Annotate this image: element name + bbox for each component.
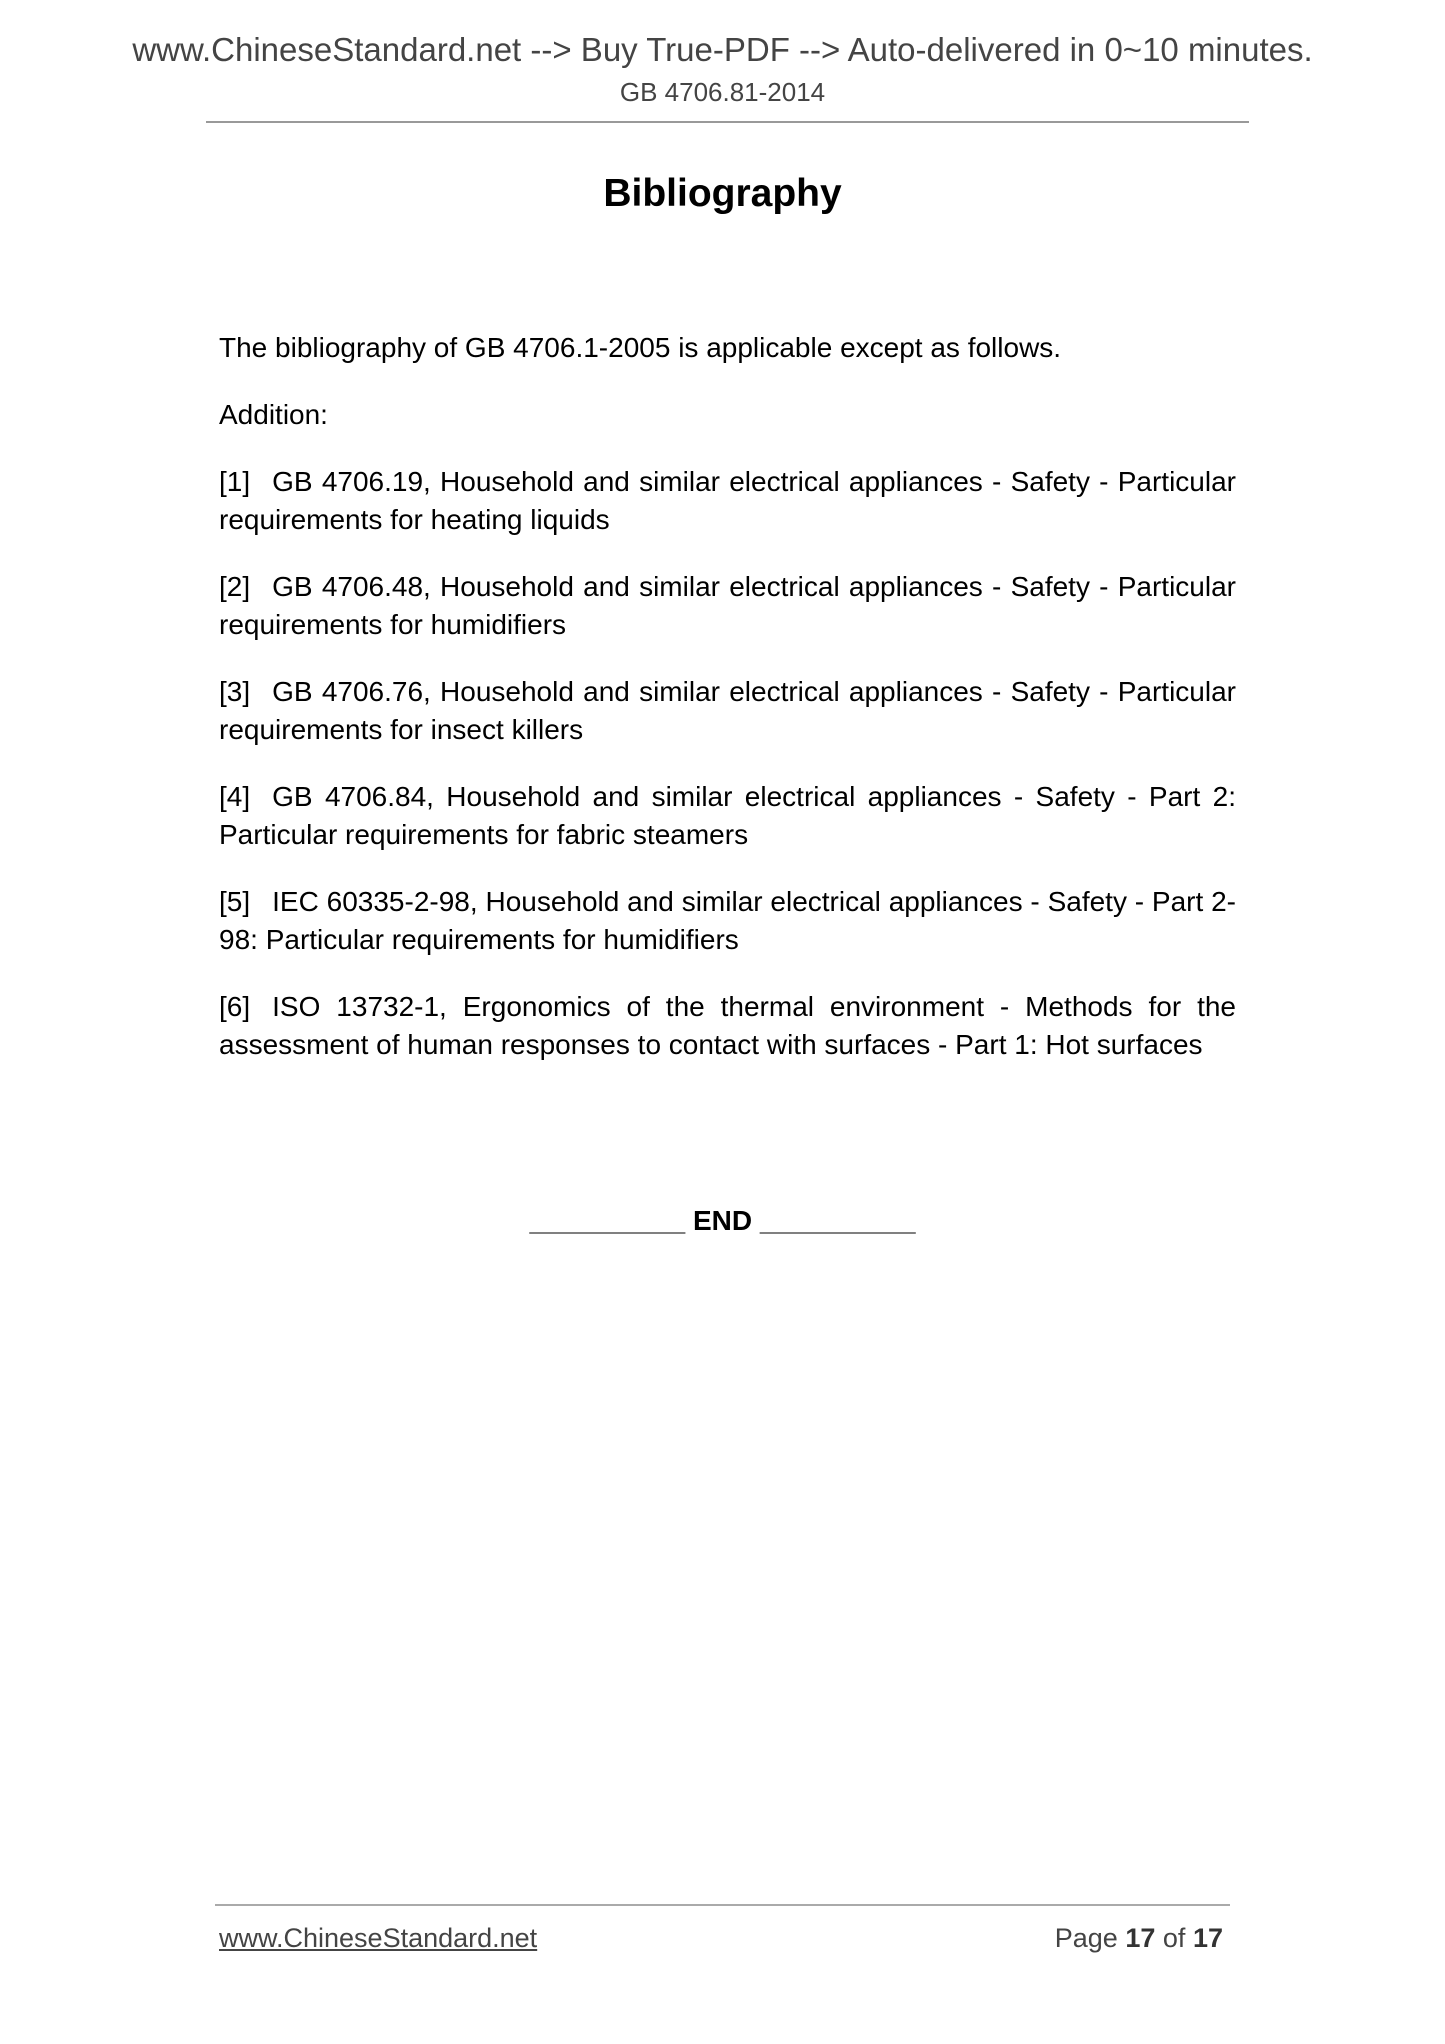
- footer-divider: [215, 1904, 1230, 1906]
- reference-item: [219, 988, 1236, 1064]
- reference-list: [219, 463, 1236, 1064]
- reference-text: IEC 60335-2-98, Household and similar electrical appliances - Safety - Part 2-98: Particular requirements for humidifiers: [219, 886, 1236, 955]
- reference-text: GB 4706.48, Household and similar electrical appliances - Safety - Particular requirements for humidifiers: [219, 571, 1236, 640]
- reference-text: GB 4706.76, Household and similar electrical appliances - Safety - Particular requirements for insect killers: [219, 676, 1236, 745]
- page-current: 17: [1125, 1923, 1156, 1953]
- reference-number: [3]: [219, 676, 251, 707]
- reference-number: [2]: [219, 571, 251, 602]
- reference-number: [6]: [219, 991, 251, 1022]
- page-label: Page: [1054, 1923, 1118, 1953]
- intro-paragraph: The bibliography of GB 4706.1-2005 is applicable except as follows.: [219, 332, 1062, 363]
- page-total: 17: [1192, 1923, 1223, 1953]
- footer-site-link[interactable]: www.ChineseStandard.net: [219, 1923, 538, 1953]
- document-body: [219, 329, 1236, 1093]
- reference-number: [5]: [219, 886, 251, 917]
- reference-item: [219, 463, 1236, 539]
- page-title: Bibliography: [603, 172, 842, 215]
- reference-text: GB 4706.84, Household and similar electrical appliances - Safety - Part 2: Particular requirements for fabric steamers: [219, 781, 1236, 850]
- reference-text: ISO 13732-1, Ergonomics of the thermal environment - Methods for the assessment of human responses to contact with surfaces - Part 1: Hot surfaces: [219, 991, 1236, 1060]
- header-standard-number: GB 4706.81-2014: [619, 77, 826, 107]
- header-divider: [206, 121, 1249, 123]
- reference-text: GB 4706.19, Household and similar electrical appliances - Safety - Particular requirements for heating liquids: [219, 466, 1236, 535]
- reference-item: [219, 568, 1236, 644]
- reference-number: [4]: [219, 781, 251, 812]
- header-site-banner: www.ChineseStandard.net --> Buy True-PDF --> Auto-delivered in 0~10 minutes.: [132, 31, 1313, 68]
- reference-item: [219, 673, 1236, 749]
- reference-number: [1]: [219, 466, 251, 497]
- end-marker: __________ END __________: [529, 1205, 916, 1236]
- reference-item: [219, 883, 1236, 959]
- page-number: [1055, 1923, 1223, 1954]
- page-of: of: [1162, 1923, 1186, 1953]
- reference-item: [219, 778, 1236, 854]
- addition-label: Addition:: [219, 399, 328, 430]
